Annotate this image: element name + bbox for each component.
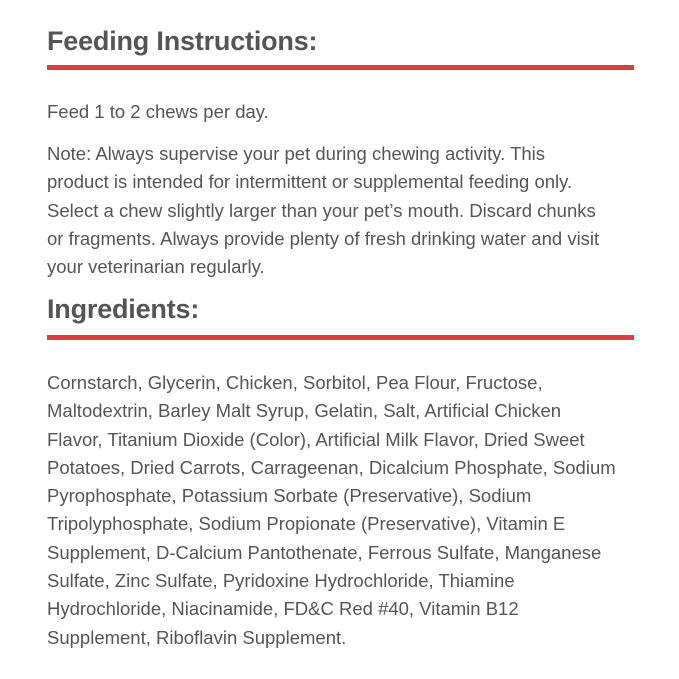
ingredients-heading-divider [47, 335, 634, 340]
ingredients-heading-block [47, 293, 637, 325]
feeding-dosage-text: Feed 1 to 2 chews per day. [47, 101, 269, 122]
feeding-dosage-block [47, 98, 637, 126]
feeding-note-block [47, 140, 637, 281]
feeding-heading-divider [47, 65, 634, 70]
ingredients-list-text: Cornstarch, Glycerin, Chicken, Sorbitol, Pea Flour, Fructose, Maltodextrin, Barley Malt Syrup, Gelatin, Salt, Artificial Chicken Flavor, Titanium Dioxide (Color), Artificial Milk Flavor, Dried Sweet Potatoes, Dried Carrots, Carrageenan, Dicalcium Phosphate, Sodium Pyrophosphate, Potassium Sorbate (Preservative), Sodium Tripolyphosphate, Sodium Propionate (Preservative), Vitamin E Supplement, D-Calcium Pantothenate, Ferrous Sulfate, Manganese Sulfate, Zinc Sulfate, Pyridoxine Hydrochloride, Thiamine Hydrochloride, Niacinamide, FD&C Red #40, Vitamin B12 Supplement, Riboflavin Supplement. [47, 372, 616, 648]
feeding-note-text: Note: Always supervise your pet during chewing activity. This product is intended for intermittent or supplemental feeding only. Select a chew slightly larger than your pet’s mouth. Discard chunks or fragments. Always provide plenty of fresh drinking water and visit your veterinarian regularly. [47, 143, 600, 278]
ingredients-heading: Ingredients: [47, 294, 200, 324]
feeding-instructions-heading: Feeding Instructions: [47, 26, 318, 56]
ingredients-list-block [47, 369, 637, 652]
feeding-heading-block [47, 25, 637, 57]
